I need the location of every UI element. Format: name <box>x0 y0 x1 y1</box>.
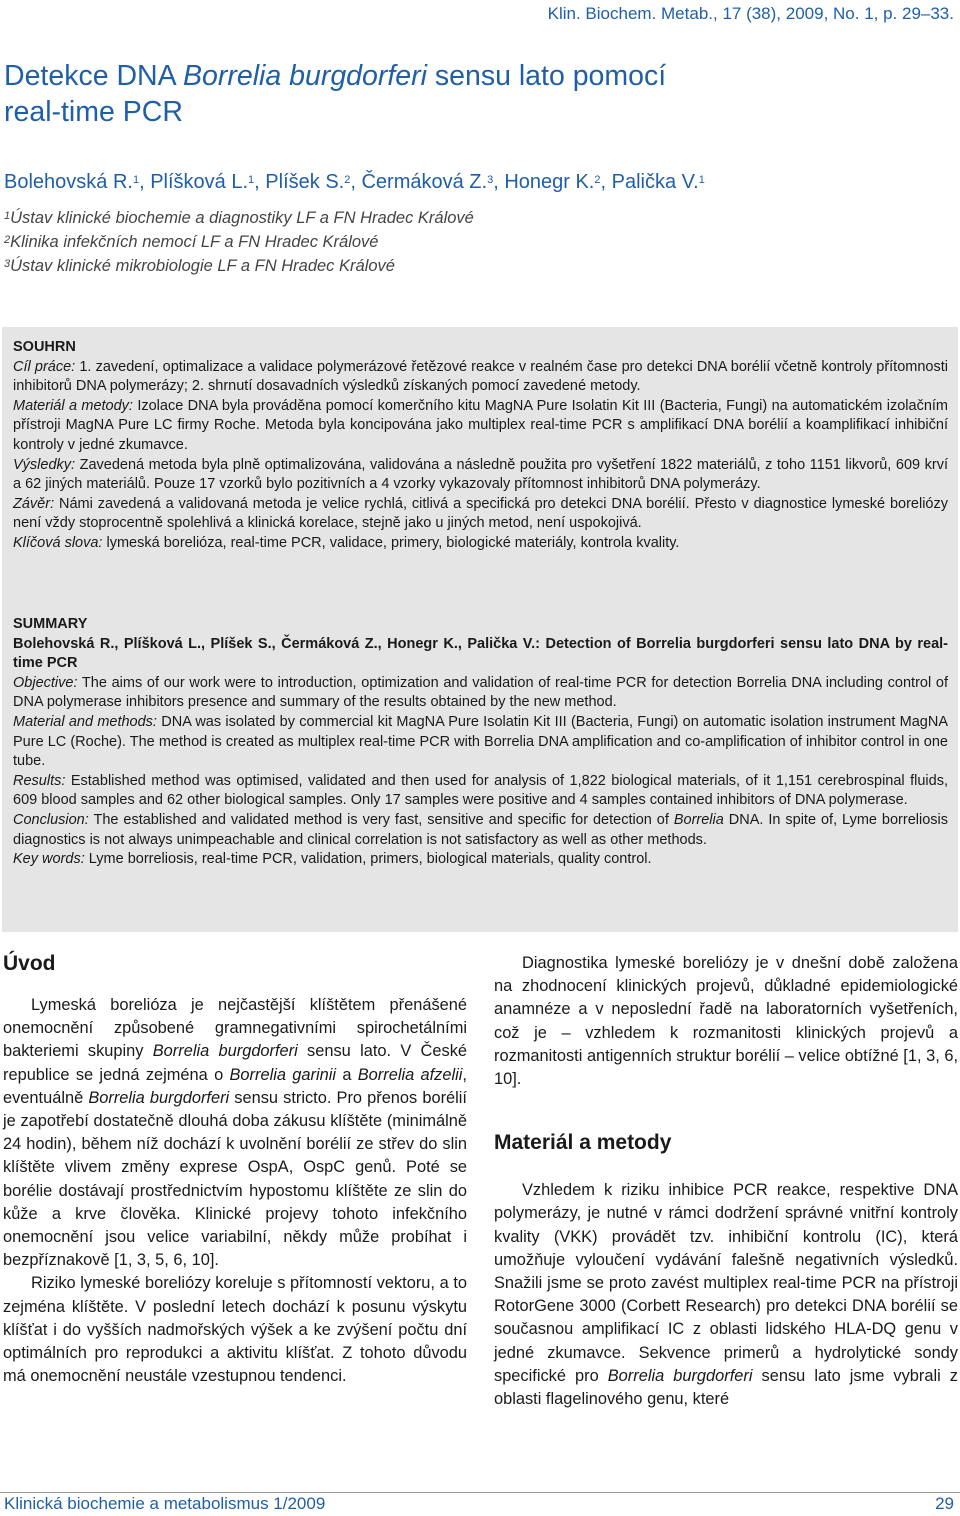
summary-keywords: Key words: Lyme borreliosis, real-time PCR, validation, primers, biological materials, quality control. <box>13 851 652 868</box>
footer-divider <box>0 1492 960 1493</box>
footer-journal: Klinická biochemie a metabolismus 1/2009 <box>4 1494 326 1513</box>
summary-abstract <box>13 615 948 870</box>
affiliation: $^1$Ústav klinické biochemie a diagnostiky LF a FN Hradec Králové <box>4 209 474 227</box>
affiliations <box>4 206 944 278</box>
souhrn-abstract <box>13 338 948 554</box>
left-column <box>3 950 467 1388</box>
souhrn-aim: Cíl práce: 1. zavedení, optimalizace a validace polymerázové řetězové reakce v realném čase pro detekci DNA borélií včetně kontroly přítomnosti inhibitorů DNA polymerázy; 2. shrnutí dosavadních výsledků získaných pomocí zavedené metody. <box>13 358 948 395</box>
title-part: sensu lato pomocí <box>426 60 667 92</box>
author: Plíšková L.$^1$ <box>150 171 255 193</box>
affiliation: $^2$Klinika infekčních nemocí LF a FN Hradec Králové <box>4 233 379 251</box>
paragraph: Vzhledem k riziku inhibice PCR reakce, respektive DNA polymerázy, je nutné v rámci dodržení správné vnitřní kontroly kvality (VKK) provádět tzv. inhibiční kontrolu (IC), která umožňuje vyloučení vydávání falešně negativních výsledků. Snažili jsme se proto zavést multiplex real-time PCR na přístroji RotorGene 3000 (Corbett Research) pro detekci DNA borélií se současnou amplifikací IC z oblasti lidského HLA-DQ genu v jedné zkumavce. Sekvence primerů a hydrolytické sondy specifické pro Borrelia burgdorferi sensu lato jsme vybrali z oblasti flagelinového genu, které <box>494 1181 959 1409</box>
title-part: Detekce DNA <box>4 60 183 92</box>
souhrn-heading: SOUHRN <box>13 339 76 355</box>
author: Plíšek S.$^2$ <box>265 171 351 193</box>
souhrn-methods: Materiál a metody: Izolace DNA byla prováděna pomocí komerčního kitu MagNA Pure Isolatin Kit III (Bacteria, Fungi) na automatickém izolačním přístroji MagNA Pure LC firmy Roche. Metoda byla koncipována jako multiplex real-time PCR s amplifikací DNA borélií a koamplifikací inhibiční kontroly v jedné zkumavce. <box>13 397 948 453</box>
souhrn-results: Výsledky: Zavedená metoda byla plně optimalizována, validována a následně použita pro vyšetření 1822 materiálů, z toho 1151 likvorů, 609 krví a 62 jiných materiálů. Pouze 17 vzorků bylo pozitivních a 4 vzorky vykazovaly přítomnost inhibitorů DNA polymerázy. <box>13 456 948 493</box>
journal-citation: Klin. Biochem. Metab., 17 (38), 2009, No. 1, p. 29–33. <box>547 4 954 23</box>
page-number: 29 <box>935 1494 954 1513</box>
summary-conclusion: Conclusion: The established and validated method is very fast, sensitive and specific for detection of Borrelia DNA. In spite of, Lyme borreliosis diagnostics is not always unimpeachable and clinical correlation is not satisfactory as well as other methods. <box>13 811 948 848</box>
affiliation: $^3$Ústav klinické mikrobiologie LF a FN Hradec Králové <box>4 257 395 275</box>
paragraph: Lymeská borelióza je nejčastější klíštětem přenášené onemocnění způsobené gramnegativními spirochetálními bakteriemi skupiny Borrelia burgdorferi sensu lato. V České republice se jedná zejména o Borrelia garinii a Borrelia afzelii, eventuálně Borrelia burgdorferi sensu stricto. Pro přenos borélií je zapotřebí dostatečně dlouhá doba zákusu klíštěte (minimálně 24 hodin), během níž dochází k uvolnění borélií ze střev do slin klíštěte vlivem změny exprese OspA, OspC genů. Poté se borélie dostávají prostřednictvím hypostomu klíštěte ze slin do kůže a krve člověka. Klinické projevy tohoto infekčního onemocnění jsou velice variabilní, někdy může probíhat i bezpříznakově [1, 3, 5, 6, 10]. <box>3 996 468 1270</box>
author: Honegr K.$^2$ <box>504 171 601 193</box>
summary-heading: SUMMARY <box>13 616 88 632</box>
summary-objective: Objective: The aims of our work were to introduction, optimization and validation of real-time PCR for detection Borrelia DNA including control of DNA polymerase inhibitors presence and summary of the results obtained by the new method. <box>13 674 948 711</box>
paragraph: Riziko lymeské boreliózy koreluje s přítomností vektoru, a to zejména klíštěte. V poslední letech dochází k posunu výskytu klíšťat i do vyšších nadmořských výšek a ke zvýšení počtu dní optimálních pro reprodukci a aktivitu klíšťat. Z tohoto důvodu má onemocnění neustále vzestupnou tendenci. <box>3 1274 467 1386</box>
title-species: Borrelia burgdorferi <box>183 60 427 92</box>
section-heading-uvod: Úvod <box>3 952 56 975</box>
souhrn-conclusion: Závěr: Námi zavedená a validovaná metoda je velice rychlá, citlivá a specifická pro detekci DNA borélií. Přesto v diagnostice lymeské boreliózy není vždy stoprocentně spolehlivá a klinická korelace, stejně jako u jiných metod, není uspokojivá. <box>13 495 948 532</box>
author: Čermáková Z.$^3$ <box>361 171 494 193</box>
title-part: real-time PCR <box>4 96 183 128</box>
author: Palička V.$^1$ <box>611 171 705 193</box>
summary-results: Results: Established method was optimised, validated and then used for analysis of 1,822 biological materials, of it 1,151 cerebrospinal fluids, 609 blood samples and 62 other biological samples. Only 17 samples were positive and 4 samples contained inhibitors of DNA polymerase. <box>13 772 948 809</box>
summary-methods: Material and methods: DNA was isolated by commercial kit MagNA Pure Isolatin Kit III (Bacteria, Fungi) on automatic isolation instrument MagNA Pure LC (Roche). The method is created as multiplex real-time PCR with Borrelia DNA amplification and co-amplification of inhibitor control in one tube. <box>13 713 948 770</box>
author-list: Bolehovská R.$^1$, Plíšková L.$^1$, Plíšek S.$^2$, Čermáková Z.$^3$, Honegr K.$^2$, Palička V.$^1$ <box>4 171 705 193</box>
summary-citation: Bolehovská R., Plíšková L., Plíšek S., Čermáková Z., Honegr K., Palička V.: Detection of Borrelia burgdorferi sensu lato DNA by real-time PCR <box>13 635 948 672</box>
article-title <box>4 58 904 130</box>
right-column <box>494 952 958 1411</box>
paragraph: Diagnostika lymeské boreliózy je v dnešní době založena na zhodnocení klinických projevů, důkladné epidemiologické anamnéze a v neposlední řadě na laboratorních vyšetřeních, což je – vzhledem k rozmanitosti klinických projevů a rozmanitosti antigenních struktur borélií – velice obtížné [1, 3, 6, 10]. <box>494 954 958 1089</box>
section-heading-material: Materiál a metody <box>494 1131 672 1155</box>
author: Bolehovská R.$^1$ <box>4 171 140 193</box>
souhrn-keywords: Klíčová slova: lymeská borelióza, real-time PCR, validace, primery, biologické materiály, kontrola kvality. <box>13 534 680 551</box>
